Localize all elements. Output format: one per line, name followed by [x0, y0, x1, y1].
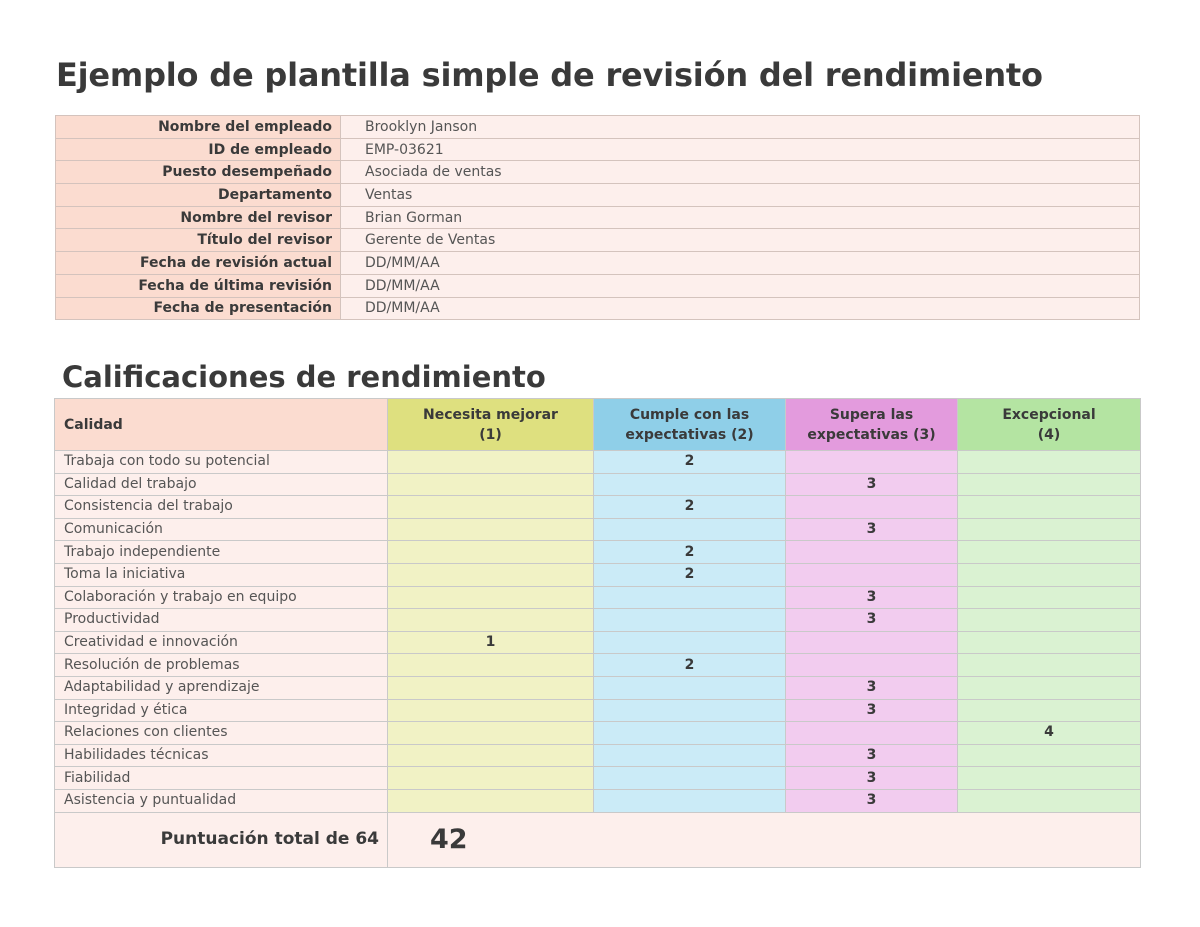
rating-row — [55, 473, 1141, 496]
quality-label: Fiabilidad — [55, 767, 388, 790]
quality-label: Habilidades técnicas — [55, 744, 388, 767]
info-row — [56, 161, 1140, 184]
rating-row — [55, 789, 1141, 812]
info-row — [56, 184, 1140, 207]
rating-cell[interactable] — [388, 563, 594, 586]
info-label: Nombre del revisor — [56, 206, 341, 229]
rating-cell[interactable] — [388, 767, 594, 790]
info-value[interactable]: DD/MM/AA — [341, 252, 1140, 275]
rating-cell[interactable] — [958, 496, 1141, 519]
rating-cell[interactable] — [958, 609, 1141, 632]
quality-label: Trabajo independiente — [55, 541, 388, 564]
rating-row — [55, 609, 1141, 632]
quality-label: Creatividad e innovación — [55, 631, 388, 654]
rating-row — [55, 563, 1141, 586]
rating-cell[interactable]: 3 — [786, 609, 958, 632]
rating-cell[interactable] — [958, 518, 1141, 541]
info-label: Fecha de revisión actual — [56, 252, 341, 275]
rating-cell[interactable] — [958, 563, 1141, 586]
rating-cell[interactable] — [388, 473, 594, 496]
rating-cell[interactable]: 2 — [594, 563, 786, 586]
info-label: Nombre del empleado — [56, 116, 341, 139]
rating-cell[interactable]: 3 — [786, 676, 958, 699]
rating-row — [55, 676, 1141, 699]
col-header-line: (1) — [479, 426, 502, 443]
rating-cell[interactable]: 3 — [786, 789, 958, 812]
info-value[interactable]: DD/MM/AA — [341, 297, 1140, 320]
rating-cell[interactable] — [388, 789, 594, 812]
total-row — [55, 812, 1141, 867]
rating-cell[interactable] — [594, 473, 786, 496]
rating-cell[interactable] — [388, 496, 594, 519]
rating-cell[interactable]: 3 — [786, 586, 958, 609]
col-header-meets — [594, 399, 786, 451]
rating-cell[interactable]: 3 — [786, 518, 958, 541]
rating-cell[interactable] — [594, 744, 786, 767]
quality-label: Asistencia y puntualidad — [55, 789, 388, 812]
rating-cell[interactable] — [388, 586, 594, 609]
info-value[interactable]: Gerente de Ventas — [341, 229, 1140, 252]
rating-cell[interactable]: 2 — [594, 654, 786, 677]
rating-cell[interactable] — [958, 586, 1141, 609]
rating-row — [55, 631, 1141, 654]
employee-info-table — [55, 115, 1140, 320]
info-value[interactable]: Ventas — [341, 184, 1140, 207]
quality-label: Relaciones con clientes — [55, 722, 388, 745]
rating-row — [55, 699, 1141, 722]
info-row — [56, 252, 1140, 275]
quality-label: Toma la iniciativa — [55, 563, 388, 586]
col-header-needs-improvement — [388, 399, 594, 451]
info-label: Fecha de última revisión — [56, 274, 341, 297]
rating-cell[interactable] — [958, 744, 1141, 767]
rating-cell[interactable] — [958, 767, 1141, 790]
info-label: Título del revisor — [56, 229, 341, 252]
col-header-line: expectativas (3) — [807, 426, 936, 443]
rating-cell[interactable] — [786, 722, 958, 745]
col-header-exceptional — [958, 399, 1141, 451]
info-row — [56, 206, 1140, 229]
info-row — [56, 297, 1140, 320]
rating-cell[interactable]: 2 — [594, 496, 786, 519]
info-row — [56, 229, 1140, 252]
rating-cell[interactable] — [388, 518, 594, 541]
rating-cell[interactable]: 3 — [786, 473, 958, 496]
rating-row — [55, 722, 1141, 745]
rating-cell[interactable] — [388, 676, 594, 699]
rating-cell[interactable]: 3 — [786, 767, 958, 790]
rating-row — [55, 496, 1141, 519]
rating-cell[interactable] — [594, 699, 786, 722]
rating-cell[interactable]: 4 — [958, 722, 1141, 745]
info-value[interactable]: DD/MM/AA — [341, 274, 1140, 297]
rating-cell[interactable] — [594, 722, 786, 745]
rating-cell[interactable] — [388, 609, 594, 632]
rating-cell[interactable] — [958, 541, 1141, 564]
rating-cell[interactable]: 2 — [594, 451, 786, 474]
rating-cell[interactable]: 1 — [388, 631, 594, 654]
rating-cell[interactable] — [594, 518, 786, 541]
quality-label: Colaboración y trabajo en equipo — [55, 586, 388, 609]
rating-cell[interactable] — [388, 541, 594, 564]
col-header-line: expectativas (2) — [625, 426, 754, 443]
col-header-line: Excepcional — [1002, 406, 1096, 423]
rating-cell[interactable] — [786, 631, 958, 654]
rating-cell[interactable] — [958, 451, 1141, 474]
total-score-value[interactable]: 42 — [388, 812, 1141, 867]
rating-cell[interactable] — [786, 563, 958, 586]
info-row — [56, 116, 1140, 139]
rating-cell[interactable] — [594, 789, 786, 812]
rating-cell[interactable] — [786, 496, 958, 519]
rating-cell[interactable] — [388, 744, 594, 767]
rating-row — [55, 518, 1141, 541]
page-title: Ejemplo de plantilla simple de revisión del rendimiento — [56, 56, 1043, 94]
col-header-exceeds — [786, 399, 958, 451]
quality-label: Integridad y ética — [55, 699, 388, 722]
rating-cell[interactable]: 3 — [786, 744, 958, 767]
rating-row — [55, 767, 1141, 790]
col-header-line: Necesita mejorar — [423, 406, 558, 423]
rating-cell[interactable] — [388, 699, 594, 722]
col-header-line: (4) — [1037, 426, 1061, 443]
col-header-line: Supera las — [829, 406, 914, 423]
rating-row — [55, 586, 1141, 609]
rating-cell[interactable] — [958, 699, 1141, 722]
rating-row — [55, 654, 1141, 677]
quality-label: Comunicación — [55, 518, 388, 541]
quality-label: Consistencia del trabajo — [55, 496, 388, 519]
quality-label: Resolución de problemas — [55, 654, 388, 677]
rating-cell[interactable] — [958, 676, 1141, 699]
rating-cell[interactable] — [594, 767, 786, 790]
info-label: Departamento — [56, 184, 341, 207]
rating-cell[interactable] — [958, 654, 1141, 677]
info-value[interactable]: Asociada de ventas — [341, 161, 1140, 184]
rating-cell[interactable] — [958, 473, 1141, 496]
info-value[interactable]: Brian Gorman — [341, 206, 1140, 229]
quality-label: Adaptabilidad y aprendizaje — [55, 676, 388, 699]
rating-cell[interactable] — [388, 722, 594, 745]
quality-label: Trabaja con todo su potencial — [55, 451, 388, 474]
rating-cell[interactable]: 2 — [594, 541, 786, 564]
col-header-line: Cumple con las — [629, 406, 750, 423]
info-label: Fecha de presentación — [56, 297, 341, 320]
rating-cell[interactable] — [594, 609, 786, 632]
rating-cell[interactable] — [594, 586, 786, 609]
total-score-label: Puntuación total de 64 — [55, 812, 388, 867]
rating-cell[interactable] — [388, 654, 594, 677]
info-label: Puesto desempeñado — [56, 161, 341, 184]
rating-cell[interactable] — [786, 654, 958, 677]
rating-cell[interactable] — [786, 541, 958, 564]
ratings-table — [54, 398, 1141, 868]
info-row — [56, 274, 1140, 297]
rating-cell[interactable] — [958, 631, 1141, 654]
rating-cell[interactable] — [594, 676, 786, 699]
quality-label: Productividad — [55, 609, 388, 632]
rating-row — [55, 744, 1141, 767]
ratings-heading: Calificaciones de rendimiento — [62, 360, 546, 394]
rating-row — [55, 541, 1141, 564]
rating-cell[interactable] — [388, 451, 594, 474]
info-value[interactable]: Brooklyn Janson — [341, 116, 1140, 139]
rating-row — [55, 451, 1141, 474]
col-header-quality: Calidad — [55, 399, 388, 451]
quality-label: Calidad del trabajo — [55, 473, 388, 496]
rating-cell[interactable] — [786, 451, 958, 474]
rating-cell[interactable] — [958, 789, 1141, 812]
info-value[interactable]: EMP-03621 — [341, 138, 1140, 161]
rating-cell[interactable] — [594, 631, 786, 654]
info-label: ID de empleado — [56, 138, 341, 161]
ratings-header-row — [55, 399, 1141, 451]
rating-cell[interactable]: 3 — [786, 699, 958, 722]
info-row — [56, 138, 1140, 161]
